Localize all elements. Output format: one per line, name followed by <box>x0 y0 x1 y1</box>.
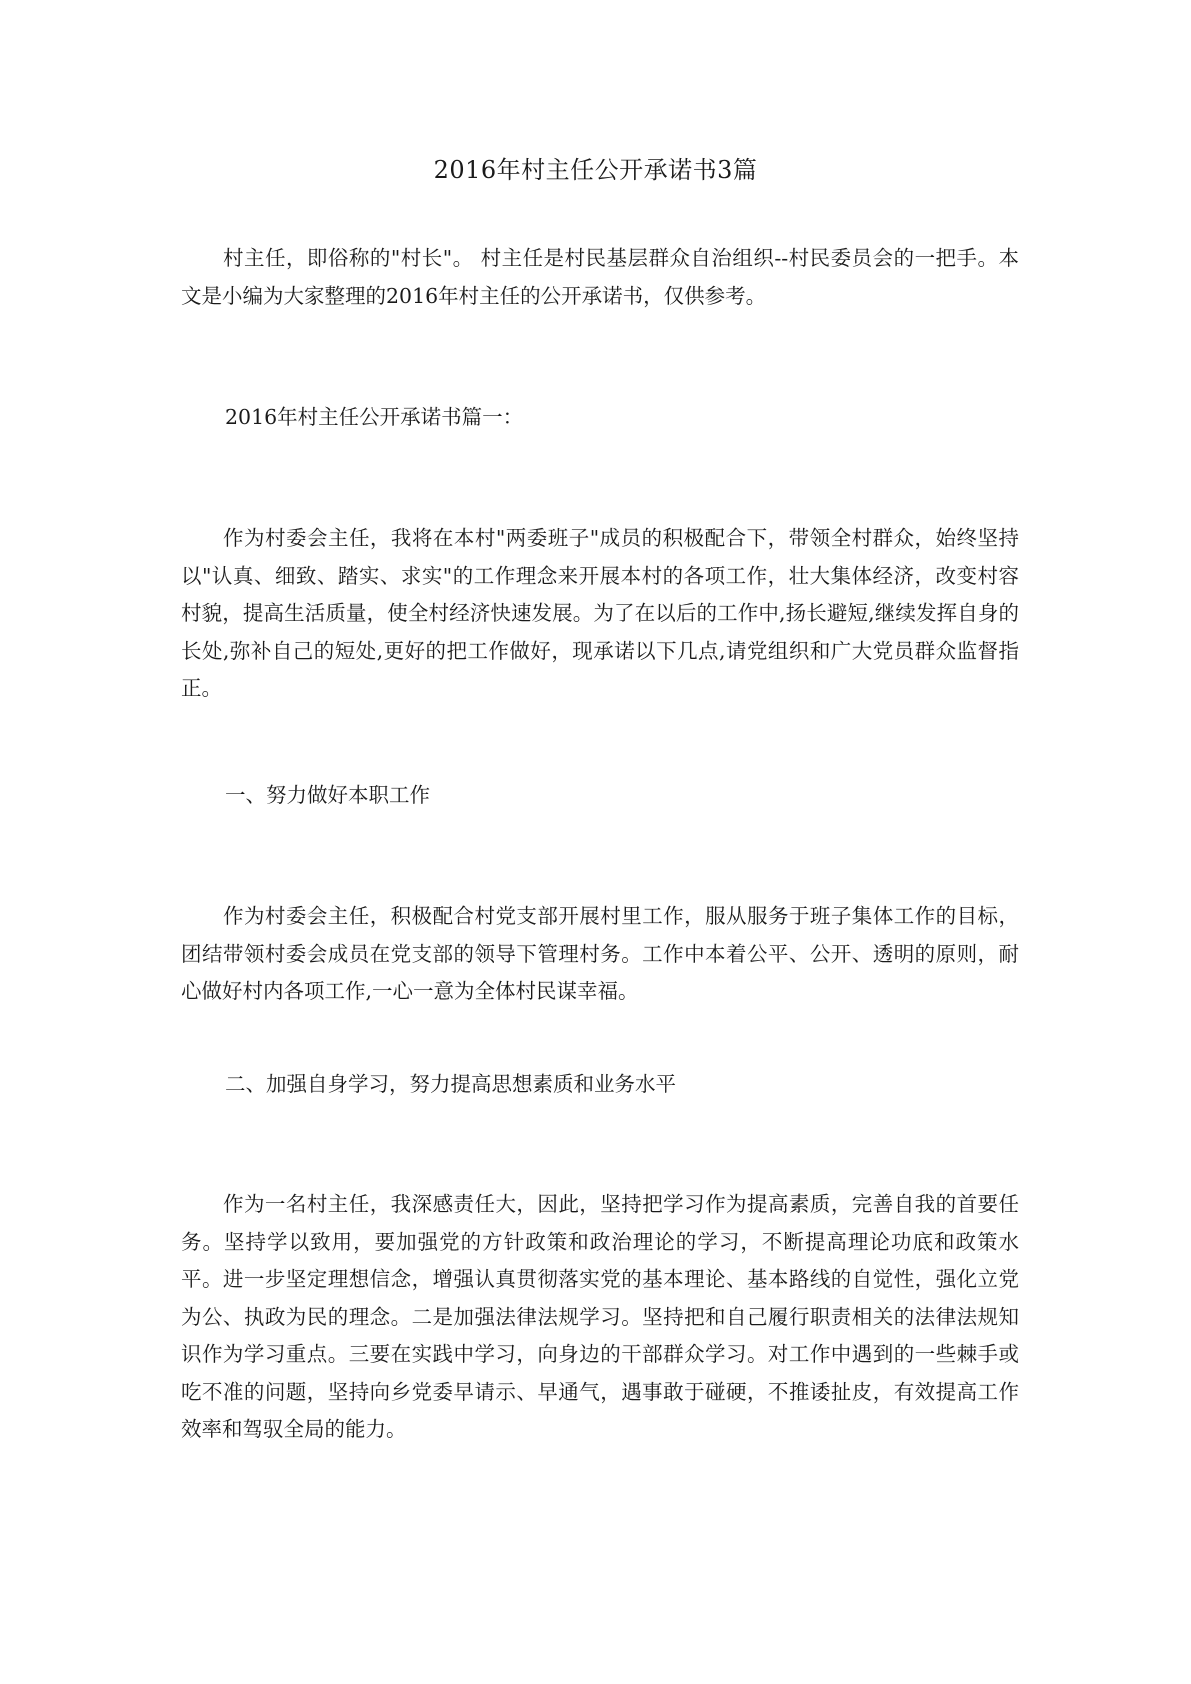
intro-paragraph: 村主任，即俗称的"村长"。 村主任是村民基层群众自治组织--村民委员会的一把手。本文是小编为大家整理的2016年村主任的公开承诺书，仅供参考。 <box>181 246 1019 308</box>
body-paragraph-1: 作为村委会主任，我将在本村"两委班子"成员的积极配合下，带领全村群众，始终坚持以"认真、细致、踏实、求实"的工作理念来开展本村的各项工作，壮大集体经济，改变村容村貌，提高生活质量，使全村经济快速发展。为了在以后的工作中,扬长避短,继续发挥自身的长处,弥补自己的短处,更好的把工作做好，现承诺以下几点,请党组织和广大党员群众监督指正。 <box>181 526 1019 700</box>
heading-2: 二、加强自身学习，努力提高思想素质和业务水平 <box>225 1072 676 1096</box>
document-title: 2016年村主任公开承诺书3篇 <box>433 156 758 184</box>
body-paragraph-2: 作为村委会主任，积极配合村党支部开展村里工作，服从服务于班子集体工作的目标，团结带领村委会成员在党支部的领导下管理村务。工作中本着公平、公开、透明的原则，耐心做好村内各项工作,一心一意为全体村民谋幸福。 <box>181 904 1019 1003</box>
section-heading: 2016年村主任公开承诺书篇一： <box>225 405 524 429</box>
body-paragraph-3: 作为一名村主任，我深感责任大，因此，坚持把学习作为提高素质，完善自我的首要任务。坚持学以致用，要加强党的方针政策和政治理论的学习，不断提高理论功底和政策水平。进一步坚定理想信念，增强认真贯彻落实党的基本理论、基本路线的自觉性，强化立党为公、执政为民的理念。二是加强法律法规学习。坚持把和自己履行职责相关的法律法规知识作为学习重点。三要在实践中学习，向身边的干部群众学习。对工作中遇到的一些棘手或吃不准的问题，坚持向乡党委早请示、早通气，遇事敢于碰硬，不推诿扯皮，有效提高工作效率和驾驭全局的能力。 <box>181 1192 1019 1441</box>
heading-1: 一、努力做好本职工作 <box>225 783 430 807</box>
